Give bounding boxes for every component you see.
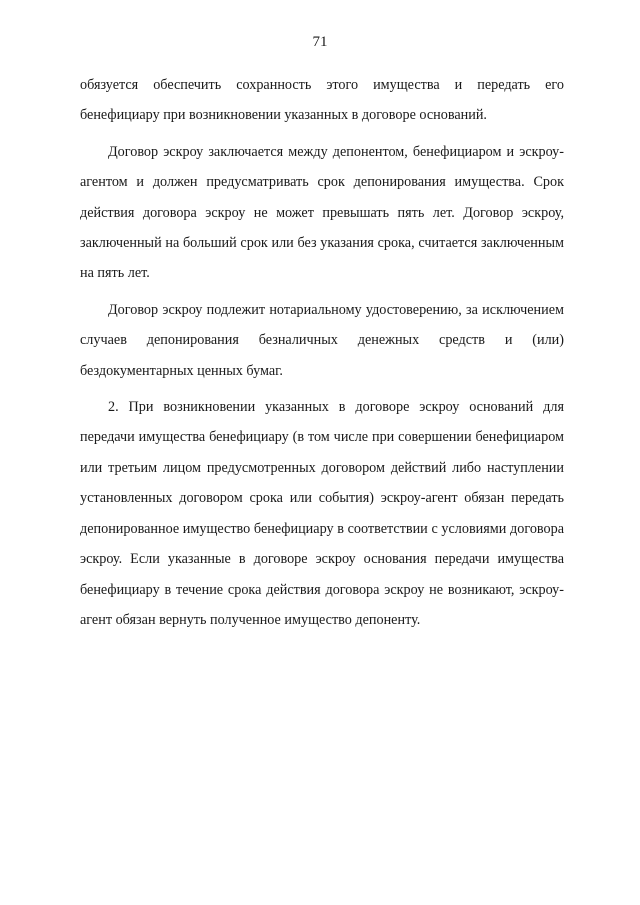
paragraph-continuation: обязуется обеспечить сохранность этого имущества и передать его бенефициару при возникновении указанных в договоре оснований. bbox=[80, 77, 564, 124]
paragraph-notarization: Договор эскроу подлежит нотариальному удостоверению, за исключением случаев депонирования безналичных денежных средств и (или) бездокументарных ценных бумаг. bbox=[80, 301, 564, 379]
paragraph-clause-2: 2. При возникновении указанных в договоре эскроу оснований для передачи имущества бенефициару (в том числе при совершении бенефициаром или третьим лицом предусмотренных договором действий либо наступлении установленных договором срока или события) эскроу-агент обязан передать депонированное имущество бенефициару в соответствии с условиями договора эскроу. Если указанные в договоре эскроу основания передачи имущества бенефициару в течение срока действия договора эскроу не возникают, эскроу-агент обязан вернуть полученное имущество депоненту. bbox=[80, 399, 564, 628]
document-body bbox=[80, 70, 564, 635]
paragraph-escrow-contract-parties: Договор эскроу заключается между депонентом, бенефициаром и эскроу-агентом и должен предусматривать срок депонирования имущества. Срок действия договора эскроу не может превышать пять лет. Договор эскроу, заключенный на больший срок или без указания срока, считается заключенным на пять лет. bbox=[80, 143, 564, 282]
page-number: 71 bbox=[312, 34, 328, 50]
